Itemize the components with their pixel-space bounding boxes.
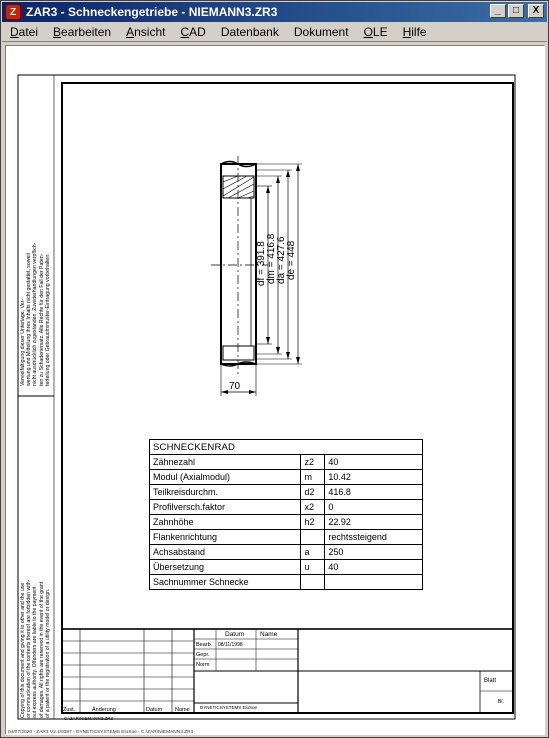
tb-zust: Zust. [63,707,76,713]
row-symbol [301,530,325,545]
menu-bar [2,23,547,42]
tb-norm: Norm [196,662,210,668]
menu-ole[interactable]: OLE [363,25,388,39]
row-name: Übersetzung [150,560,301,575]
tb-name-header: Name [260,631,278,638]
row-symbol: u [301,560,325,575]
row-symbol: z2 [301,455,325,470]
tb-aenderung: Änderung [92,707,116,713]
footer-filepath: 04/07/2020 - ZAR3 V2.1/0387 - DYNETICSYSTEMS EloSoe - C:\ZAR\NIEMANN3.ZR3 [8,730,194,735]
row-value: 0 [325,500,423,515]
window-controls [490,4,544,18]
inner-filepath: C:\ZAR\NIEMANN3.ZR3 [64,716,114,721]
tb-software: DYNETICSYSTEMS EloSoe [200,705,258,710]
diameter-dimensions [256,164,302,364]
table-row [150,455,423,470]
legal-note-en: Copying of this document and giving it to other and the use or communication of the contents thereof are forbidden with- out express authority. Offenders are liable to the payment of damages. All rights are reserved in the event of the grant of a patent or the registration of a utility model or design. [20,579,51,718]
row-name: Zahnhöhe [150,515,301,530]
title-bar[interactable] [2,2,547,22]
row-symbol: x2 [301,500,325,515]
row-name: Profilversch.faktor [150,500,301,515]
table-row [150,575,423,590]
tb-bl: Bl. [498,699,504,705]
row-value [325,575,423,590]
outer-frame [18,75,515,719]
table-title: SCHNECKENRAD [150,440,423,455]
table-row [150,500,423,515]
maximize-button[interactable]: □ [508,4,524,18]
legal-note-de: Vervielfältigung dieser Unterlage, Ver- wertung und Mitteilung ihres Inhalts nicht gestattet, soweit nicht ausdrücklich zugestanden. Zuwiderhandlungen verpflich- ten zu Schadenersatz. Alle Rechte für den Fall der Paten- terteilung oder Gebrauchsmuster-Eintragung vorbehalten. [20,242,51,386]
table-row [150,485,423,500]
row-name: Sachnummer Schnecke [150,575,301,590]
zar-app-icon[interactable]: Z [5,4,21,20]
table-row [150,470,423,485]
tb-blatt: Blatt [484,678,497,684]
row-name: Modul (Axialmodul) [150,470,301,485]
row-symbol: h2 [301,515,325,530]
inner-frame [62,83,513,713]
table-row [150,515,423,530]
row-value: 40 [325,455,423,470]
table-title-row [150,440,423,455]
menu-ansicht[interactable]: Ansicht [126,25,166,39]
row-name: Achsabstand [150,545,301,560]
close-button[interactable]: X [528,4,544,18]
tb-bearb-date: 08/11/1998 [218,642,243,648]
dim-dm: dm = 416.8 [266,233,277,284]
tb-gepr: Gepr. [196,652,210,658]
top-tooth-region [223,176,254,198]
drawing-canvas[interactable] [5,45,545,735]
table-row [150,530,423,545]
menu-hilfe[interactable]: Hilfe [402,25,427,39]
dim-da: da = 427.6 [276,236,287,284]
menu-cad[interactable]: CAD [180,25,206,39]
row-value: 22.92 [325,515,423,530]
dim-de: de = 448 [286,240,297,280]
minimize-button[interactable]: _ [490,4,506,18]
title-block [62,629,513,713]
row-symbol: d2 [301,485,325,500]
row-symbol [301,575,325,590]
schneckenrad-table [149,439,423,590]
row-name: Flankenrichtung [150,530,301,545]
technical-drawing [6,46,546,736]
row-name: Teilkreisdurchm. [150,485,301,500]
tb-datum-header: Datum [225,631,245,638]
menu-bearbeiten[interactable]: Bearbeiten [53,25,112,39]
row-value: 250 [325,545,423,560]
dim-df: df = 391.8 [256,241,267,286]
row-name: Zähnezahl [150,455,301,470]
dim-width: 70 [229,381,241,392]
row-symbol: m [301,470,325,485]
row-value: rechtssteigend [325,530,423,545]
menu-dokument[interactable]: Dokument [293,25,349,39]
row-value: 40 [325,560,423,575]
tb-datum: Datum [146,707,163,713]
menu-datei[interactable]: Datei [10,25,39,39]
table-row [150,560,423,575]
table-row [150,545,423,560]
row-value: 416.8 [325,485,423,500]
menu-datenbank[interactable]: Datenbank [220,25,279,39]
tb-name: Name [175,707,190,713]
row-value: 10.42 [325,470,423,485]
tb-bearb: Bearb. [196,642,213,648]
row-symbol: a [301,545,325,560]
width-dimension [221,364,256,396]
window-title: ZAR3 - Schneckengetriebe - NIEMANN3.ZR3 [26,5,278,19]
